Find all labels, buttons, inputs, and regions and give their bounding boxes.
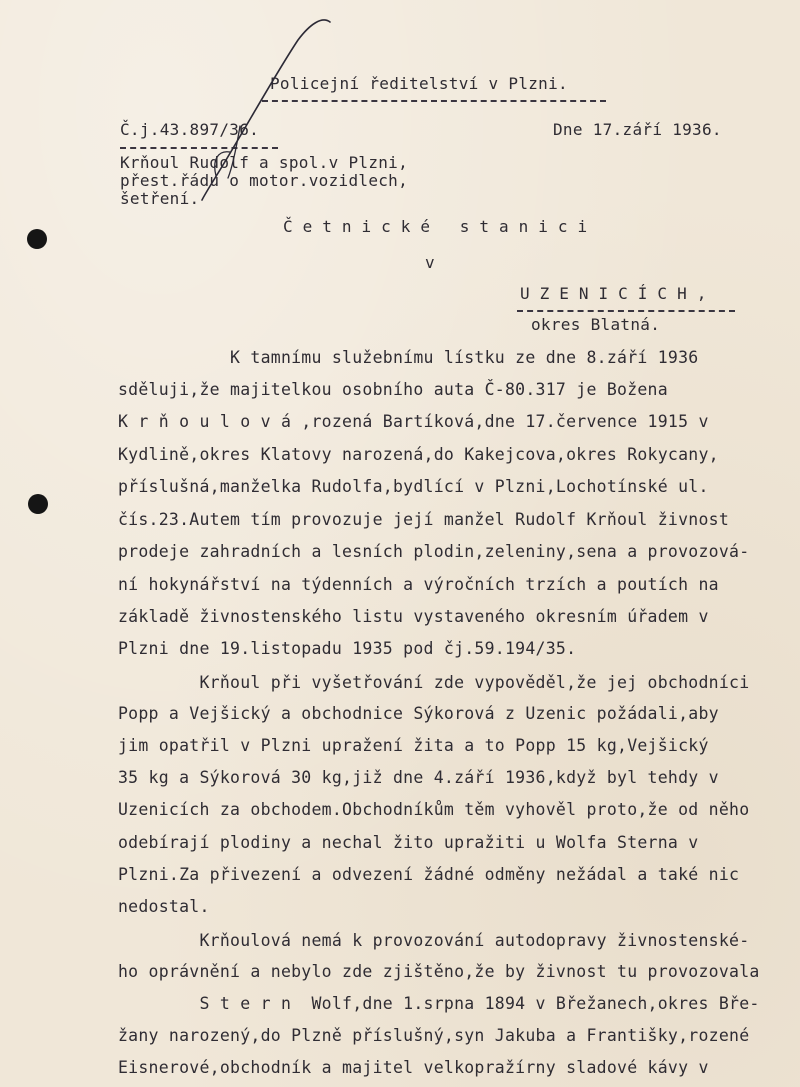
place-underline: [517, 310, 735, 312]
body-line: 35 kg a Sýkorová 30 kg,již dne 4.září 1936,když byl tehdy v: [118, 768, 719, 787]
body-line: žany narozený,do Plzně příslušný,syn Jakuba a Františky,rozené: [118, 1026, 750, 1045]
body-line: Uzenicích za obchodem.Obchodníkům těm vyhověl proto,že od něho: [118, 800, 750, 819]
body-line: Krňoulová nemá k provozování autodopravy živnostenské-: [118, 931, 750, 950]
body-line: jim opatřil v Plzni upražení žita a to Popp 15 kg,Vejšický: [118, 736, 709, 755]
subject-line: Krňoul Rudolf a spol.v Plzni,: [120, 153, 409, 172]
body-line: ní hokynářství na týdenních a výročních trzích a poutích na: [118, 575, 719, 594]
body-line: Plzni dne 19.listopadu 1935 pod čj.59.194/35.: [118, 639, 577, 658]
body-line: S t e r n Wolf,dne 1.srpna 1894 v Břežanech,okres Bře-: [118, 994, 760, 1013]
body-line: Plzni.Za přivezení a odvezení žádné odměny nežádal a také nic: [118, 865, 740, 884]
body-line: Eisnerové,obchodník a majitel velkopražírny sladové kávy v: [118, 1058, 709, 1077]
body-line: Kydlině,okres Klatovy narozená,do Kakejcova,okres Rokycany,: [118, 445, 719, 464]
body-line: odebírají plodiny a nechal žito upražiti u Wolfa Sterna v: [118, 833, 699, 852]
body-line: ho oprávnění a nebylo zde zjištěno,že by živnost tu provozovala: [118, 962, 760, 981]
body-line: Popp a Vejšický a obchodnice Sýkorová z Uzenic požádali,aby: [118, 704, 719, 723]
recipient-preposition: v: [425, 253, 435, 272]
body-line: sděluji,že majitelkou osobního auta Č-80.317 je Božena: [118, 380, 668, 399]
body-line: základě živnostenského listu vystaveného okresním úřadem v: [118, 607, 709, 626]
body-line: nedostal.: [118, 897, 210, 916]
recipient-place: UZENICÍCH,: [520, 284, 717, 303]
body-line: Krňoul při vyšetřování zde vypověděl,že jej obchodníci: [118, 673, 750, 692]
subject-line: šetření.: [120, 189, 200, 208]
subject-line: přest.řádu o motor.vozidlech,: [120, 171, 409, 190]
body-line: K tamnímu služebnímu lístku ze dne 8.září 1936: [118, 348, 699, 367]
body-line: prodeje zahradních a lesních plodin,zeleniny,sena a provozová-: [118, 542, 750, 561]
body-line: čís.23.Autem tím provozuje její manžel Rudolf Krňoul živnost: [118, 510, 730, 529]
recipient-station: Četnické stanici: [283, 217, 598, 236]
recipient-district: okres Blatná.: [531, 315, 661, 334]
punch-hole: [28, 494, 48, 514]
body-line: příslušná,manželka Rudolfa,bydlící v Plzni,Lochotínské ul.: [118, 477, 709, 496]
body-line: K r ň o u l o v á ,rozená Bartíková,dne 17.července 1915 v: [118, 412, 709, 431]
document-date: Dne 17.září 1936.: [553, 120, 722, 139]
reference-number: Č.j.43.897/36.: [120, 120, 260, 139]
authority-heading: Policejní ředitelství v Plzni.: [270, 74, 568, 93]
